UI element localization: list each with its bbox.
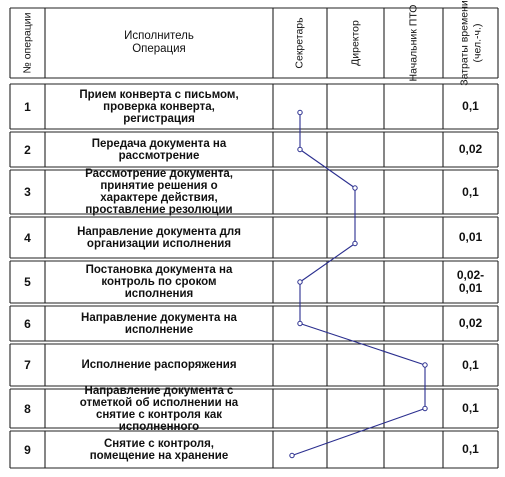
flow-node <box>290 453 294 457</box>
flow-node <box>298 280 302 284</box>
operation-number-line: 7 <box>24 358 31 372</box>
operation-text-line: исполнение <box>124 323 194 336</box>
cost-header: Затраты времени <box>458 0 470 86</box>
cost-header-unit: (чел.-ч.) <box>471 23 483 63</box>
time-cost-line: 0,1 <box>462 401 479 415</box>
performer-column-header: Секретарь <box>293 17 306 69</box>
operation-text-line: рассмотрение <box>118 149 200 162</box>
operation-text-line: Направление документа на <box>81 311 237 324</box>
performer-operation-header-line: Исполнитель <box>124 30 194 42</box>
operation-text-line: Рассмотрение документа, <box>85 168 233 180</box>
operation-number-line: 1 <box>24 99 31 114</box>
operation-text-line: характере действия, <box>100 192 218 204</box>
operation-number-line: 9 <box>24 442 31 457</box>
time-cost-line: 0,01 <box>458 230 483 244</box>
flow-node <box>353 241 357 245</box>
time-cost-line: 0,01 <box>458 281 483 295</box>
operation-text-line: отметкой об исполнении на <box>79 396 239 409</box>
operation-text-line: Исполнение распоряжения <box>81 359 237 371</box>
operation-text-line: Прием конверта с письмом, <box>79 88 239 101</box>
operation-number-line: 2 <box>24 142 31 157</box>
operation-text-line: регистрация <box>123 112 195 125</box>
flow-node <box>423 406 427 410</box>
operation-text-line: проверка конверта, <box>103 100 215 113</box>
operation-text-line: Направление документа для <box>77 225 241 238</box>
time-cost-line: 0,02- <box>456 268 485 282</box>
time-cost-line: 0,1 <box>462 184 479 199</box>
flow-node <box>353 186 357 190</box>
operation-number-line: 4 <box>24 230 31 245</box>
operation-number-line: 5 <box>24 275 31 289</box>
operation-number-line: 3 <box>24 185 31 199</box>
operation-text-line: Постановка документа на <box>85 264 233 276</box>
flow-node <box>298 321 302 325</box>
operation-text-line: Направление документа с <box>84 384 234 397</box>
performer-operation-header-line: Операция <box>132 43 186 55</box>
operation-text-line: организации исполнения <box>86 237 232 250</box>
time-cost-line: 0,1 <box>462 357 479 372</box>
operation-text-line: контроль по сроком <box>101 276 217 288</box>
operation-text-line: проставление резолюции <box>85 204 233 216</box>
operation-text-line: помещение на хранение <box>89 449 229 462</box>
flow-node <box>298 147 302 151</box>
performer-column-header: Начальник ПТО <box>407 4 419 82</box>
operation-text-line: Снятие с контроля, <box>103 437 214 450</box>
operation-text-line: принятие решения о <box>100 180 218 192</box>
operation-text-line: исполнения <box>124 288 194 300</box>
flow-segment <box>300 244 355 283</box>
flow-node <box>423 363 427 367</box>
time-cost-line: 0,1 <box>462 99 479 113</box>
flow-segment <box>292 409 425 456</box>
time-cost-line: 0,02 <box>458 142 483 156</box>
operation-number-line: 6 <box>24 316 31 331</box>
time-cost-line: 0,02 <box>458 316 483 330</box>
operation-text-line: Передача документа на <box>91 137 227 150</box>
flow-segment <box>300 324 425 366</box>
operation-number-line: 8 <box>24 401 31 416</box>
operation-text-line: снятие с контроля как <box>95 408 222 421</box>
op-number-header: № операции <box>21 12 33 74</box>
time-cost-line: 0,1 <box>462 442 479 456</box>
performer-column-header: Директор <box>349 20 361 66</box>
operation-text-line: исполненного <box>118 420 200 433</box>
flow-segment <box>300 150 355 189</box>
flow-node <box>298 110 302 114</box>
